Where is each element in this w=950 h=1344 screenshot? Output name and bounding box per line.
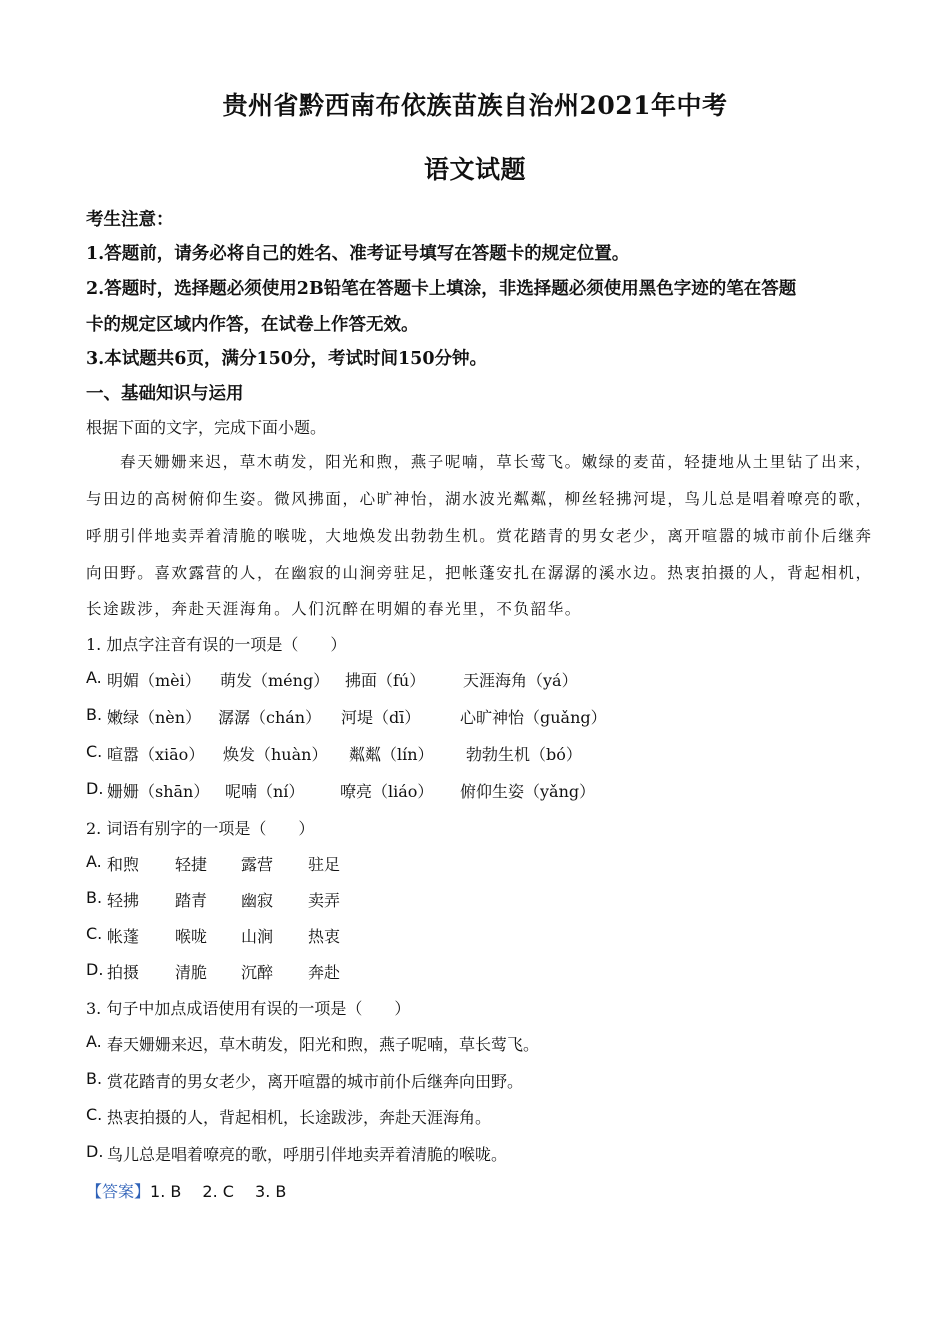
option-item: 拍摄 — [107, 963, 140, 982]
option-item: 幽寂 — [241, 891, 274, 910]
option-letter: A. — [86, 852, 102, 871]
option-item: 粼粼（lín） — [349, 745, 434, 764]
option-text: 春天姗姗来迟，草木萌发，阳光和煦，燕子呢喃，草长莺飞。 — [107, 1035, 540, 1054]
option-item: 喧嚣（xiāo） — [107, 745, 205, 764]
option-item: 萌发（méng） — [220, 671, 330, 690]
option-letter: B. — [86, 888, 103, 907]
option-text: 赏花踏青的男女老少，离开喧嚣的城市前仆后继奔向田野。 — [107, 1072, 524, 1091]
option-item: 嘹亮（liáo） — [340, 782, 434, 801]
question-1-stem: 1. 加点字注音有误的一项是（ ） — [86, 635, 347, 654]
passage-line: 与田边的高树俯仰生姿。微风拂面，心旷神怡，湖水波光粼粼，柳丝轻拂河堤，鸟儿总是唱着嘹亮的歌， — [86, 490, 873, 508]
question-2-stem: 2. 词语有别字的一项是（ ） — [86, 819, 315, 838]
option-letter: C. — [86, 1105, 103, 1124]
option-item: 俯仰生姿（yǎng） — [460, 782, 596, 801]
option-item: 清脆 — [175, 963, 208, 982]
option-item: 勃勃生机（bó） — [466, 745, 582, 764]
option-letter: D. — [86, 960, 104, 979]
option-text: 鸟儿总是唱着嘹亮的歌，呼朋引伴地卖弄着清脆的喉咙。 — [107, 1145, 508, 1164]
option-item: 踏青 — [175, 891, 208, 910]
notice-heading: 考生注意： — [86, 210, 174, 230]
option-letter: D. — [86, 1142, 104, 1161]
option-item: 山涧 — [241, 927, 274, 946]
option-item: 心旷神怡（guǎng） — [460, 708, 607, 727]
notice-item-2: 2.答题时，选择题必须使用2B铅笔在答题卡上填涂，非选择题必须使用黑色字迹的笔在答题 — [86, 279, 797, 299]
option-letter: A. — [86, 1032, 102, 1051]
option-item: 轻拂 — [107, 891, 140, 910]
option-item: 奔赴 — [308, 963, 341, 982]
section-heading: 一、基础知识与运用 — [86, 384, 244, 404]
exam-subtitle: 语文试题 — [423, 155, 526, 184]
question-3-stem: 3. 句子中加点成语使用有误的一项是（ ） — [86, 999, 411, 1018]
option-item: 露营 — [241, 855, 274, 874]
option-item: 热衷 — [308, 927, 341, 946]
option-item: 嫩绿（nèn） — [107, 708, 202, 727]
option-item: 喉咙 — [175, 927, 208, 946]
option-item: 沉醉 — [241, 963, 274, 982]
option-item: 河堤（dī） — [341, 708, 421, 727]
option-item: 姗姗（shān） — [107, 782, 210, 801]
option-letter: D. — [86, 779, 104, 798]
answer-line — [86, 1179, 286, 1202]
exam-title: 贵州省黔西南布依族苗族自治州2021年中考 — [222, 91, 728, 120]
passage-line: 呼朋引伴地卖弄着清脆的喉咙，大地焕发出勃勃生机。赏花踏青的男女老少，离开喧嚣的城市前仆后继奔 — [86, 527, 873, 545]
section-intro: 根据下面的文字，完成下面小题。 — [86, 418, 327, 437]
option-item: 拂面（fú） — [345, 671, 426, 690]
passage-line: 春天姗姗来迟，草木萌发，阳光和煦，燕子呢喃，草长莺飞。嫩绿的麦苗，轻捷地从土里钻了出来， — [120, 453, 873, 471]
option-letter: C. — [86, 924, 103, 943]
option-item: 帐蓬 — [107, 927, 140, 946]
option-letter: B. — [86, 1069, 103, 1088]
option-item: 呢喃（ní） — [225, 782, 305, 801]
option-letter: B. — [86, 705, 103, 724]
option-item: 卖弄 — [308, 891, 341, 910]
notice-item-3: 3.本试题共6页，满分150分，考试时间150分钟。 — [86, 349, 488, 369]
option-item: 潺潺（chán） — [218, 708, 322, 727]
option-letter: A. — [86, 668, 102, 687]
notice-item-1: 1.答题前，请务必将自己的姓名、准考证号填写在答题卡的规定位置。 — [86, 244, 630, 264]
answer-tag: 【答案】 — [86, 1182, 151, 1201]
passage-line: 向田野。喜欢露营的人，在幽寂的山涧旁驻足，把帐蓬安扎在潺潺的溪水边。热衷拍摄的人，背起相机， — [86, 564, 873, 582]
option-letter: C. — [86, 742, 103, 761]
option-text: 热衷拍摄的人，背起相机，长途跋涉，奔赴天涯海角。 — [107, 1108, 492, 1127]
passage-line: 长途跋涉，奔赴天涯海角。人们沉醉在明媚的春光里，不负韶华。 — [86, 600, 582, 618]
option-item: 和煦 — [107, 855, 140, 874]
answer-text: 1. B 2. C 3. B — [150, 1182, 287, 1201]
option-item: 驻足 — [308, 855, 341, 874]
notice-item-2-cont: 卡的规定区域内作答，在试卷上作答无效。 — [86, 315, 419, 335]
option-item: 焕发（huàn） — [223, 745, 328, 764]
option-item: 轻捷 — [175, 855, 208, 874]
option-item: 明媚（mèi） — [107, 671, 201, 690]
option-item: 天涯海角（yá） — [463, 671, 578, 690]
